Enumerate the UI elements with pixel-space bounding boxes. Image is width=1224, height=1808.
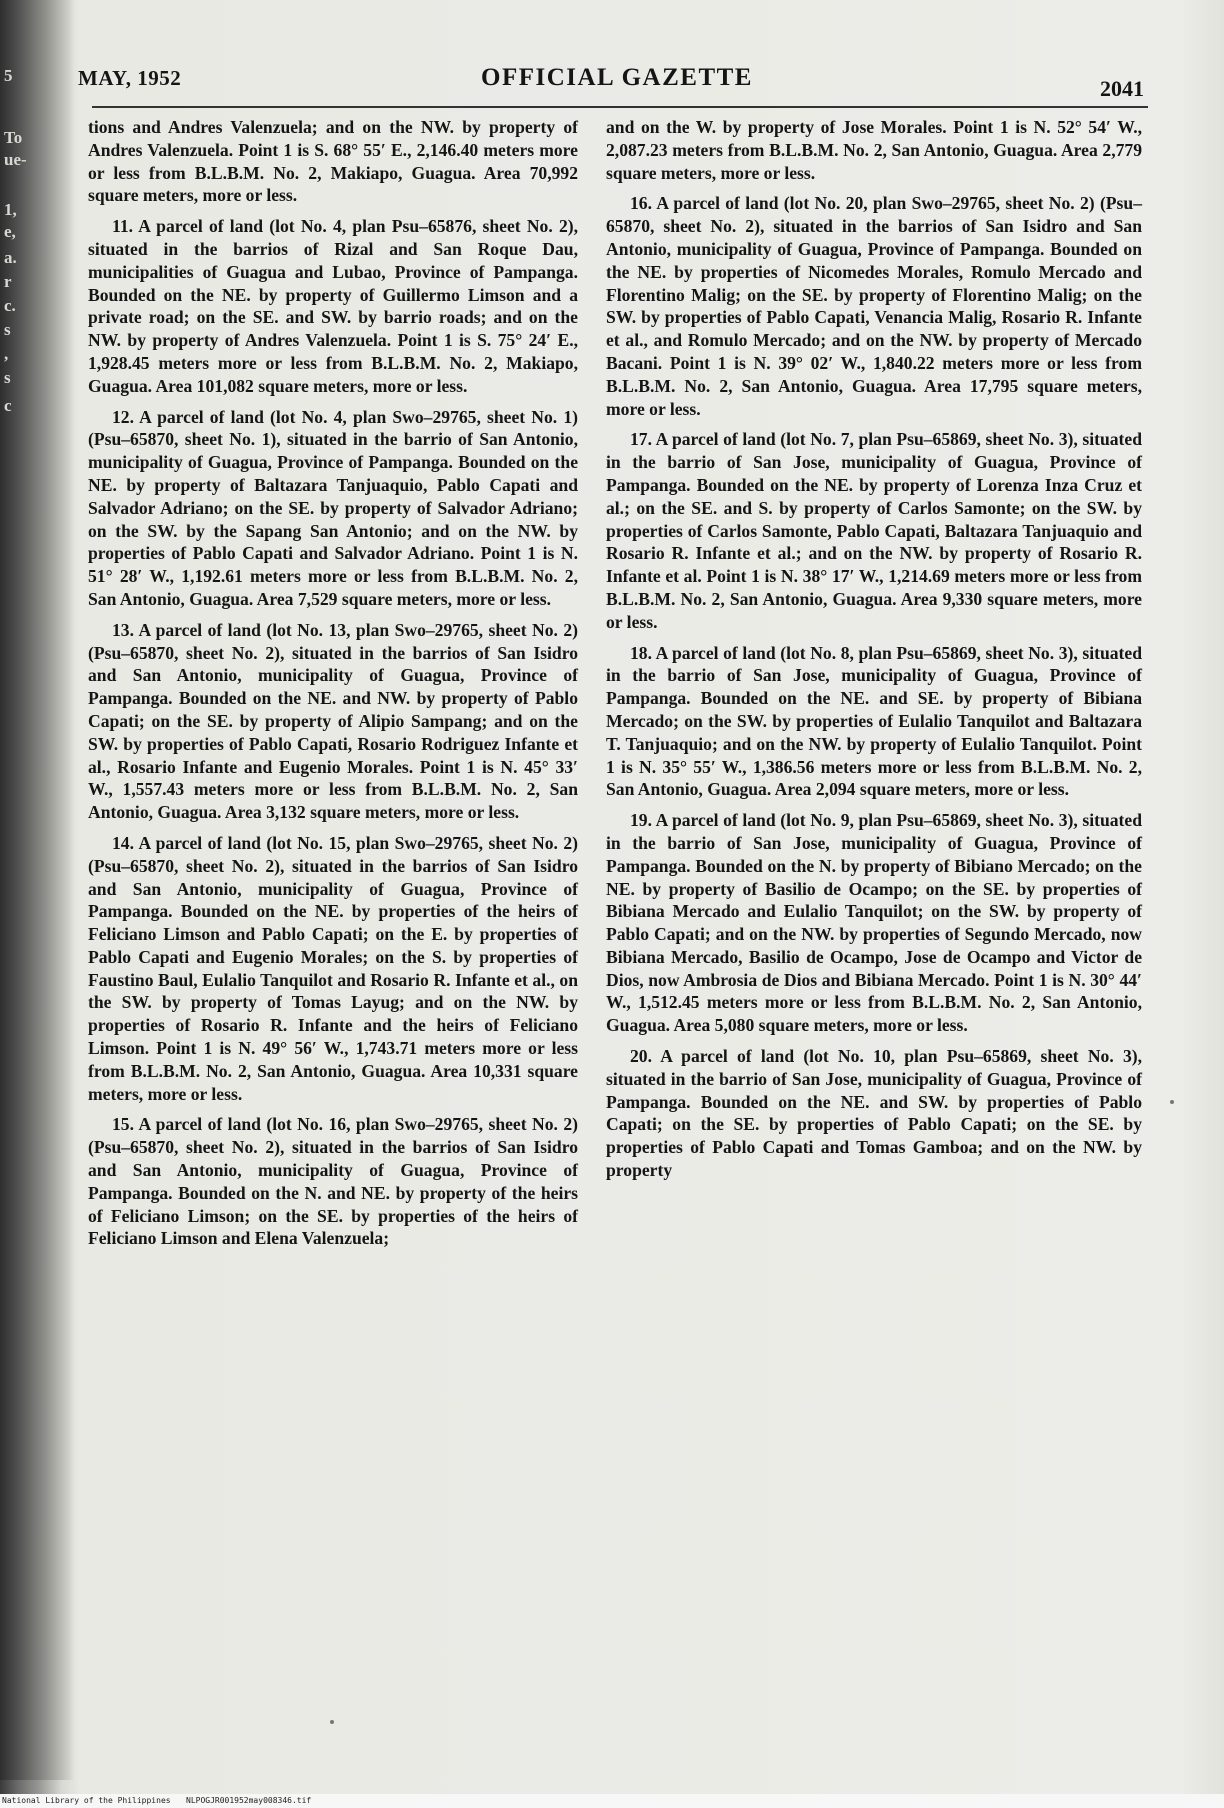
- margin-fragment: To: [4, 128, 23, 147]
- page-header: [72, 62, 1162, 104]
- right-column: [606, 116, 1142, 1190]
- margin-fragment: s: [4, 320, 11, 339]
- paragraph-item-13: 13. A parcel of land (lot No. 13, plan Swo–29765, sheet No. 2) (Psu–65870, sheet No. 2), situated in the barrios of San Isidro and San Antonio, municipality of Guagua, Province of Pampanga. Bounded on the NE. and NW. by property of Pablo Capati; on the SE. by property of Alipio Sampang; and on the SW. by properties of Pablo Capati, Rosario Rodriguez Infante et al., Rosario Infante and Eugenio Morales. Point 1 is N. 45° 33′ W., 1,557.43 meters more or less from B.L.B.M. No. 2, San Antonio, Guagua. Area 3,132 square meters, more or less.: [88, 619, 578, 823]
- margin-fragment: 1,: [4, 200, 17, 219]
- file-identifier: NLPOGJR001952may008346.tif: [186, 1796, 312, 1805]
- margin-fragment: ue-: [4, 150, 27, 169]
- paragraph-item-16: 16. A parcel of land (lot No. 20, plan Swo–29765, sheet No. 2) (Psu–65870, sheet No. 2), situated in the barrios of San Isidro and San Antonio, municipality of Guagua, Province of Pampanga. Bounded on the NE. by properties of Nicomedes Morales, Romulo Mercado and Florentino Malig; on the SE. by property of Florentino Malig; on the SW. by properties of Pablo Capati, Venancia Malig, Rosario R. Infante et al., and Romulo Mercado; and on the NW. by property of Mercado Bacani. Point 1 is N. 39° 02′ W., 1,840.22 meters more or less from B.L.B.M. No. 2, San Antonio, Guagua. Area 17,795 square meters, more or less.: [606, 193, 1142, 419]
- paragraph-item-11: 11. A parcel of land (lot No. 4, plan Psu–65876, sheet No. 2), situated in the barrios of Rizal and San Roque Dau, municipalities of Guagua and Lubao, Province of Pampanga. Bounded on the NE. by property of Guillermo Limson and a private road; on the SE. and SW. by barrio roads; and on the NW. by property of Andres Valenzuela. Point 1 is S. 75° 24′ E., 1,928.45 meters more or less from B.L.B.M. No. 2, Makiapo, Guagua. Area 101,082 square meters, more or less.: [88, 216, 578, 396]
- page-number: 2041: [1100, 76, 1144, 101]
- left-column: [88, 116, 578, 1258]
- issue-date: MAY, 1952: [78, 66, 182, 90]
- scan-speck: [330, 1720, 334, 1724]
- paragraph-item-19: 19. A parcel of land (lot No. 9, plan Psu–65869, sheet No. 3), situated in the barrio of San Jose, municipality of Guagua, Province of Pampanga. Bounded on the N. by property of Bibiano Mercado; on the NE. by property of Basilio de Ocampo; on the SE. by properties of Bibiana Mercado and Eulalio Tanquilot; on the SW. by property of Pablo Capati; and on the NW. by properties of Segundo Mercado, now Bibiana Mercado, Basilio de Ocampo, Jose de Ocampo and Victor de Dios, now Ambrosia de Dios and Bibiana Mercado. Point 1 is N. 30° 44′ W., 1,512.45 meters more or less from B.L.B.M. No. 2, San Antonio, Guagua. Area 5,080 square meters, more or less.: [606, 810, 1142, 1036]
- margin-fragment: r: [4, 272, 12, 291]
- margin-fragment: e,: [4, 222, 16, 241]
- scan-speck: [1170, 1100, 1174, 1104]
- library-credit: National Library of the Philippines: [2, 1796, 171, 1805]
- margin-fragment: ,: [4, 344, 9, 363]
- book-binding-edge: [0, 0, 74, 1780]
- margin-fragment: a.: [4, 248, 17, 267]
- paragraph-item-12: 12. A parcel of land (lot No. 4, plan Swo–29765, sheet No. 1) (Psu–65870, sheet No. 1), situated in the barrio of San Antonio, municipality of Guagua, Province of Pampanga. Bounded on the NE. by property of Baltazara Tanjuaquio, Pablo Capati and Salvador Adriano; on the SE. by property of Salvador Adriano; on the SW. by the Sapang San Antonio; and on the NW. by properties of Pablo Capati and Salvador Adriano. Point 1 is N. 51° 28′ W., 1,192.61 meters more or less from B.L.B.M. No. 2, San Antonio, Guagua. Area 7,529 square meters, more or less.: [88, 406, 578, 609]
- paragraph-continued: tions and Andres Valenzuela; and on the NW. by property of Andres Valenzuela. Point 1 is S. 68° 55′ E., 2,146.40 meters more or less from B.L.B.M. No. 2, Makiapo, Guagua. Area 70,992 square meters, more or less.: [88, 117, 578, 206]
- margin-fragment: c.: [4, 296, 16, 315]
- scan-footer: [0, 1794, 1224, 1808]
- paragraph-item-15-continued: and on the W. by property of Jose Morales. Point 1 is N. 52° 54′ W., 2,087.23 meters from B.L.B.M. No. 2, San Antonio, Guagua. Area 2,779 square meters, more or less.: [606, 117, 1142, 183]
- paragraph-item-18: 18. A parcel of land (lot No. 8, plan Psu–65869, sheet No. 3), situated in the barrio of San Jose, municipality of Guagua, Province of Pampanga. Bounded on the NE. and SE. by property of Bibiana Mercado; on the SW. by properties of Eulalio Tanquilot and Baltazara T. Tanjuaquio; and on the NW. by property of Eulalio Tanquilot. Point 1 is N. 35° 55′ W., 1,386.56 meters more or less from B.L.B.M. No. 2, San Antonio, Guagua. Area 2,094 square meters, more or less.: [606, 642, 1142, 800]
- header-rule: [92, 106, 1148, 108]
- paragraph-item-20: 20. A parcel of land (lot No. 10, plan Psu–65869, sheet No. 3), situated in the barrio of San Jose, municipality of Guagua, Province of Pampanga. Bounded on the NE. and SW. by properties of Pablo Capati; on the SE. by properties of Pablo Capati; on the SE. by properties of Pablo Capati and Tomas Gamboa; and on the NW. by property: [606, 1046, 1142, 1181]
- paragraph-item-14: 14. A parcel of land (lot No. 15, plan Swo–29765, sheet No. 2) (Psu–65870, sheet No. 2), situated in the barrios of San Isidro and San Antonio, municipality of Guagua, Province of Pampanga. Bounded on the NE. by properties of the heirs of Feliciano Limson and Pablo Capati; on the E. by properties of Pablo Capati and Eugenio Morales; on the S. by properties of Faustino Baul, Eulalio Tanquilot and Rosario R. Infante et al., on the SW. by property of Tomas Layug; and on the NW. by properties of Rosario R. Infante and the heirs of Feliciano Limson. Point 1 is N. 49° 56′ W., 1,743.71 meters more or less from B.L.B.M. No. 2, San Antonio, Guagua. Area 10,331 square meters, more or less.: [88, 832, 578, 1104]
- margin-fragment: 5: [4, 66, 13, 85]
- paragraph-item-15: 15. A parcel of land (lot No. 16, plan Swo–29765, sheet No. 2) (Psu–65870, sheet No. 2), situated in the barrios of San Isidro and San Antonio, municipality of Guagua, Province of Pampanga. Bounded on the N. and NE. by property of the heirs of Feliciano Limson; on the SE. by properties of the heirs of Feliciano Limson and Elena Valenzuela;: [88, 1114, 578, 1249]
- paragraph-item-17: 17. A parcel of land (lot No. 7, plan Psu–65869, sheet No. 3), situated in the barrio of San Jose, municipality of Guagua, Province of Pampanga. Bounded on the NE. by property of Lorenza Inza Cruz et al.; on the SE. and S. by property of Carlos Samonte; on the SW. by properties of Carlos Samonte, Pablo Capati, Baltazara Tanjuaquio and Rosario R. Infante et al.; and on the NW. by property of Rosario R. Infante et al. Point 1 is N. 38° 17′ W., 1,214.69 meters more or less from B.L.B.M. No. 2, San Antonio, Guagua. Area 9,330 square meters, more or less.: [606, 429, 1142, 632]
- margin-fragment: c: [4, 396, 12, 415]
- publication-title: OFFICIAL GAZETTE: [481, 64, 753, 91]
- margin-fragment: s: [4, 368, 11, 387]
